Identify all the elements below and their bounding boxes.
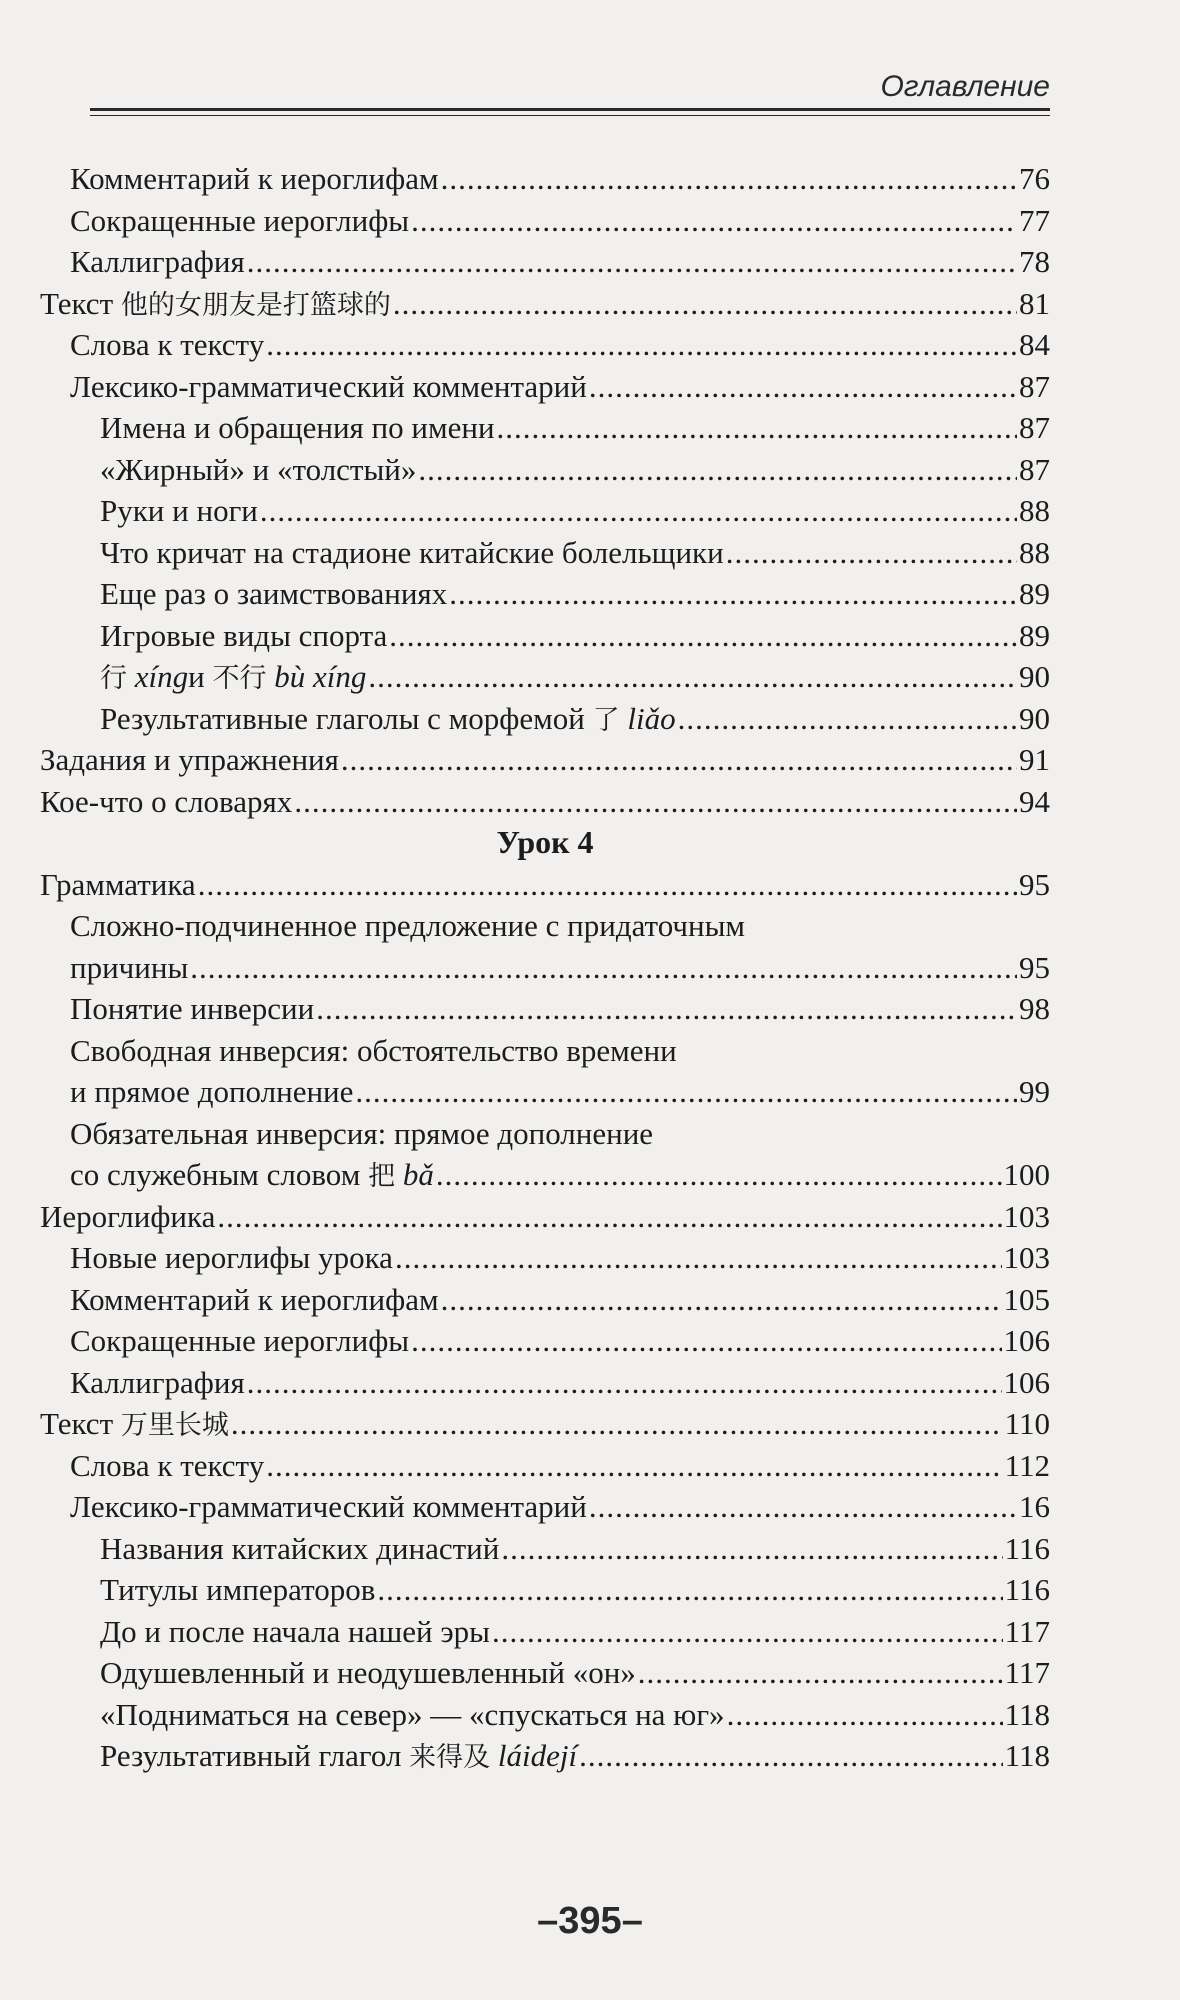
toc-entry[interactable] (40, 366, 1050, 408)
page-number-ref: 106 (1003, 1323, 1050, 1358)
header-rule-thin (90, 115, 1050, 116)
dot-leader (497, 407, 1017, 449)
toc-entry[interactable] (40, 241, 1050, 283)
dot-leader (727, 1694, 1003, 1736)
toc-entry-label (100, 573, 447, 615)
page-number-ref: 87 (1019, 368, 1050, 404)
toc-entry[interactable] (40, 781, 1050, 823)
toc-entry-label (70, 158, 439, 200)
toc-entry-text: Названия китайских династий (100, 1530, 500, 1566)
toc-entry-line1: Обязательная инверсия: прямое дополнение (70, 1115, 654, 1151)
pinyin: bǎ (402, 1157, 434, 1192)
toc-entry[interactable] (40, 947, 1050, 989)
toc-entry-label (100, 1694, 725, 1736)
toc-entry[interactable] (40, 698, 1050, 740)
page-number-ref: 87 (1019, 451, 1050, 487)
toc-entry-label (100, 1528, 499, 1570)
toc-entry-text: Игровые виды спорта (100, 617, 388, 653)
toc-entry[interactable] (40, 158, 1050, 200)
dot-leader (726, 532, 1017, 574)
dot-leader (355, 1071, 1017, 1113)
toc-entry-label (100, 532, 724, 574)
toc-entry[interactable] (40, 988, 1050, 1030)
dot-leader (368, 656, 1017, 698)
chinese-characters: 把 (368, 1161, 396, 1192)
toc-entry-text: Сокращенные иероглифы (70, 202, 410, 238)
page-number-ref: 99 (1019, 1074, 1050, 1109)
toc-entry-label (100, 656, 366, 700)
toc-entry[interactable] (40, 739, 1050, 781)
toc-entry[interactable] (40, 1569, 1050, 1611)
toc-entry-label (70, 988, 314, 1030)
toc-entry-text: Каллиграфия (70, 1364, 245, 1400)
page-number-ref: 118 (1004, 1696, 1050, 1732)
toc-entry[interactable] (40, 324, 1050, 366)
page-number-ref: 94 (1019, 783, 1050, 819)
dot-leader (441, 1279, 1002, 1321)
toc-entry-label (70, 1071, 353, 1113)
page-number-ref: 103 (1003, 1240, 1050, 1275)
dot-leader (411, 200, 1017, 242)
toc-entry[interactable] (40, 1237, 1050, 1279)
page-number-ref: 118 (1004, 1738, 1050, 1773)
toc-entry[interactable] (40, 864, 1050, 906)
toc-entry[interactable] (40, 1735, 1050, 1777)
toc-entry-label (70, 1320, 409, 1362)
page-number-ref: 81 (1019, 285, 1050, 321)
running-header: Оглавление (880, 70, 1050, 103)
toc-entry-line2: причины (70, 949, 189, 985)
toc-entry[interactable] (40, 407, 1050, 449)
dot-leader (411, 1320, 1001, 1362)
toc-entry-label (70, 1445, 264, 1487)
toc-entry[interactable] (40, 1071, 1050, 1113)
dot-leader (377, 1569, 1002, 1611)
toc-entry-label (100, 615, 387, 657)
toc-entry[interactable] (40, 1154, 1050, 1196)
toc-entry-text: Сокращенные иероглифы (70, 1323, 410, 1358)
toc-entry[interactable] (40, 1445, 1050, 1487)
page-number-ref: 98 (1019, 991, 1050, 1026)
toc-entry-text: Титулы императоров (100, 1572, 376, 1607)
toc-entry[interactable] (40, 449, 1050, 491)
dot-leader (393, 283, 1017, 325)
toc-entry[interactable] (40, 1320, 1050, 1362)
toc-entry-label (70, 1362, 245, 1404)
toc-entry[interactable] (40, 1279, 1050, 1321)
dot-leader (492, 1611, 1003, 1653)
dot-leader (294, 781, 1017, 823)
dot-leader (266, 1445, 1002, 1487)
dot-leader (316, 988, 1017, 1030)
dot-leader (341, 739, 1017, 781)
toc-entry-text: «Жирный» и «толстый» (100, 451, 417, 487)
page-number-ref: 112 (1004, 1447, 1050, 1483)
page-number-ref: 84 (1019, 327, 1050, 362)
toc-entry[interactable] (40, 656, 1050, 698)
toc-entry-line1: Свободная инверсия: обстоятельство времени (70, 1032, 677, 1068)
chinese-characters: 他的女朋友是打篮球的 (120, 289, 391, 321)
toc-entry-label (70, 200, 409, 242)
dot-leader (231, 1403, 1003, 1445)
toc-entry-text: Комментарий к иероглифам (70, 1281, 439, 1317)
toc-entry-text: «Подниматься на север» — «спускаться на юг» (100, 1696, 725, 1732)
page-number-ref: 89 (1019, 617, 1050, 653)
dot-leader (501, 1528, 1002, 1570)
toc-entry[interactable] (40, 615, 1050, 657)
chinese-characters: 不行 (212, 663, 267, 694)
toc-entry-label (40, 739, 339, 781)
page-number: –395– (537, 1900, 643, 1942)
dot-leader (449, 573, 1017, 615)
pinyin: xíng (134, 659, 189, 694)
toc-entry-text: Кое-что о словарях (40, 783, 293, 819)
page-number-ref: 100 (1003, 1157, 1050, 1192)
page-number-ref: 95 (1019, 866, 1050, 902)
toc-entry[interactable] (40, 1486, 1050, 1528)
dot-leader (395, 1237, 1002, 1279)
table-of-contents (40, 158, 1050, 1777)
toc-entry-label (100, 1611, 490, 1653)
toc-entry-text: Иероглифика (40, 1198, 216, 1234)
toc-entry[interactable] (40, 1652, 1050, 1694)
dot-leader (260, 490, 1017, 532)
dot-leader (389, 615, 1017, 657)
toc-entry-text: Задания и упражнения (40, 742, 339, 777)
pinyin: bù xíng (274, 659, 367, 694)
toc-entry-text: Результативный глагол (100, 1738, 402, 1773)
toc-entry-label (70, 1154, 434, 1198)
page-number-ref: 95 (1019, 949, 1050, 985)
page-number-ref: 105 (1003, 1281, 1050, 1317)
toc-entry-text: Текст (40, 1406, 114, 1441)
toc-entry[interactable] (40, 532, 1050, 574)
toc-entry-label (70, 366, 587, 408)
header-rule-thick (90, 108, 1050, 111)
toc-entry-text: Лексико-грамматический комментарий (70, 1489, 587, 1524)
chinese-characters: 行 (100, 663, 127, 694)
dot-leader (441, 158, 1017, 200)
toc-entry-label (40, 283, 391, 327)
toc-entry-label (70, 324, 264, 366)
dot-leader (198, 864, 1017, 906)
toc-entry-text: Каллиграфия (70, 244, 245, 279)
dot-leader (190, 947, 1017, 989)
chinese-characters: 了 (592, 704, 620, 736)
page-number-ref: 90 (1019, 659, 1050, 694)
toc-entry-label (100, 698, 676, 742)
toc-entry-line2: и прямое дополнение (70, 1074, 354, 1109)
page-number-ref: 110 (1004, 1406, 1050, 1441)
toc-entry-text: Еще раз о заимствованиях (100, 576, 448, 611)
page-number-ref: 16 (1019, 1489, 1050, 1524)
pinyin: liǎo (627, 700, 676, 736)
toc-entry-text: Комментарий к иероглифам (70, 161, 439, 196)
page-number-ref: 77 (1019, 202, 1050, 238)
toc-entry-label (100, 449, 416, 491)
dot-leader (247, 1362, 1002, 1404)
chinese-characters: 万里长城 (120, 1410, 229, 1441)
toc-entry-label (100, 1652, 636, 1694)
toc-entry-text: Лексико-грамматический комментарий (70, 368, 587, 404)
toc-entry[interactable] (40, 1528, 1050, 1570)
toc-entry[interactable] (40, 1611, 1050, 1653)
toc-entry-text: До и после начала нашей эры (100, 1613, 490, 1649)
toc-entry[interactable] (40, 573, 1050, 615)
dot-leader (589, 1486, 1017, 1528)
page-number-ref: 78 (1019, 244, 1050, 279)
toc-entry[interactable] (40, 283, 1050, 325)
dot-leader (678, 698, 1017, 740)
toc-entry-label (100, 1735, 577, 1779)
toc-entry-text: Что кричат на стадионе китайские болельщики (100, 534, 724, 570)
dot-leader (638, 1652, 1003, 1694)
dot-leader (247, 241, 1017, 283)
page-number-ref: 116 (1004, 1572, 1050, 1607)
pinyin: láidejí (497, 1738, 578, 1773)
toc-entry-text: Имена и обращения по имени (100, 410, 495, 445)
page-number-ref: 90 (1019, 700, 1050, 736)
toc-entry-text: Одушевленный и неодушевленный «он» (100, 1655, 636, 1690)
toc-entry-line2: со служебным словом (70, 1157, 361, 1192)
toc-entry-text: Текст (40, 285, 114, 321)
toc-entry-label (100, 1569, 375, 1611)
toc-entry-label (40, 1196, 215, 1238)
toc-entry-text: Новые иероглифы урока (70, 1240, 393, 1275)
toc-entry-label (70, 241, 245, 283)
toc-entry[interactable] (40, 200, 1050, 242)
dot-leader (266, 324, 1017, 366)
dot-leader (589, 366, 1017, 408)
dot-leader (436, 1154, 1002, 1196)
toc-entry-text: Руки и ноги (100, 493, 258, 528)
page-number-ref: 76 (1019, 161, 1050, 196)
chinese-characters: 来得及 (409, 1742, 491, 1773)
page-number-ref: 88 (1019, 493, 1050, 528)
toc-entry-text: Понятие инверсии (70, 991, 315, 1026)
page-number-ref: 103 (1003, 1198, 1050, 1234)
page-number-ref: 91 (1019, 742, 1050, 777)
toc-entry[interactable] (40, 490, 1050, 532)
page-number-ref: 89 (1019, 576, 1050, 611)
toc-entry[interactable] (40, 1403, 1050, 1445)
dot-leader (579, 1735, 1003, 1777)
toc-entry-text: Слова к тексту (70, 1447, 265, 1483)
page-number-ref: 116 (1004, 1530, 1050, 1566)
toc-entry[interactable] (40, 1362, 1050, 1404)
page-number-ref: 106 (1003, 1364, 1050, 1400)
toc-entry-label (70, 1237, 393, 1279)
toc-entry[interactable] (40, 1694, 1050, 1736)
page-number-ref: 87 (1019, 410, 1050, 445)
dot-leader (418, 449, 1017, 491)
toc-entry-label (70, 947, 188, 989)
toc-entry-text: и (188, 659, 205, 694)
toc-entry-text: Результативные глаголы с морфемой (100, 700, 585, 736)
page-number-ref: 88 (1019, 534, 1050, 570)
toc-entry-label (40, 1403, 229, 1447)
toc-entry[interactable] (40, 1196, 1050, 1238)
toc-entry-label (70, 1279, 439, 1321)
toc-entry-label (40, 781, 292, 823)
toc-entry-text: Слова к тексту (70, 327, 265, 362)
lesson-heading: Урок 4 (496, 824, 594, 860)
toc-entry-label (100, 490, 258, 532)
toc-entry-label (70, 1486, 587, 1528)
page-number-ref: 117 (1004, 1613, 1050, 1649)
toc-entry-label (40, 864, 196, 906)
dot-leader (217, 1196, 1001, 1238)
toc-entry-text: Грамматика (40, 866, 196, 902)
toc-entry-line1: Сложно-подчиненное предложение с придаточным (70, 908, 746, 943)
toc-entry-label (100, 407, 495, 449)
page-number-ref: 117 (1004, 1655, 1050, 1690)
